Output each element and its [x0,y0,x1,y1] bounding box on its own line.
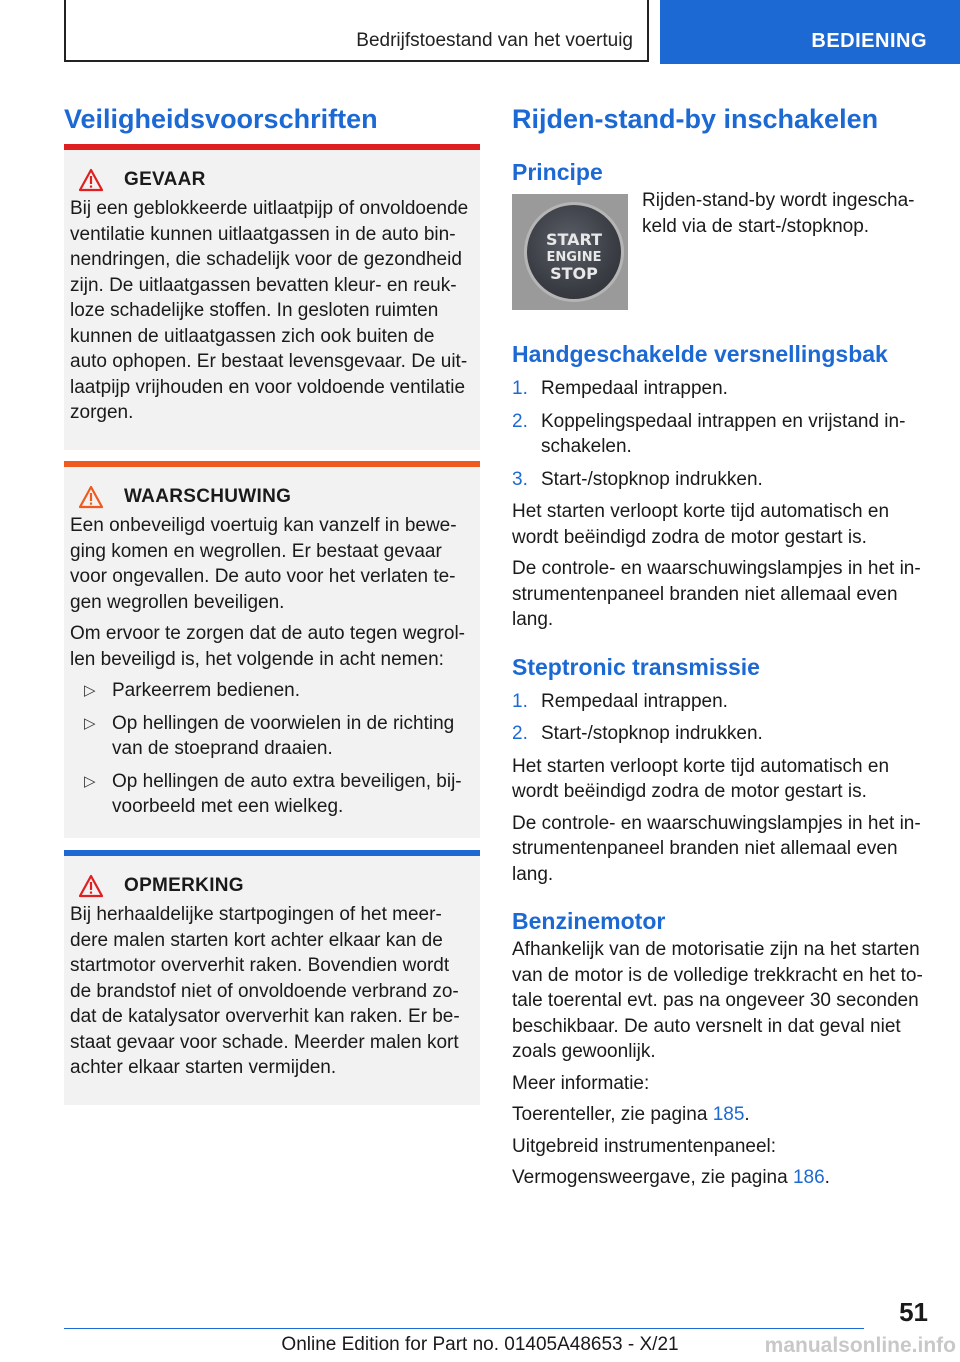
danger-box [64,144,480,450]
footer [0,1334,960,1356]
manual-text-1: Het starten verloopt korte tijd automatisch en wordt beëindigd zodra de motor gestart is. [512,501,890,548]
triangle-bullet-icon: ▷ [84,772,96,790]
principle-text: Rijden-stand-by wordt ingescha-keld via de start-/stopknop. [642,190,915,237]
list-item: 2. Koppelingspedaal intrappen en vrijstand in-schakelen. [512,410,906,457]
principle-heading: Principe [512,159,603,185]
chapter-header-tab [64,0,649,62]
triangle-bullet-icon: ▷ [84,682,96,699]
image-label-engine: ENGINE [546,250,602,265]
warning-triangle-icon [78,874,104,898]
start-stop-button-image [512,194,628,310]
notice-box [64,850,480,1105]
principle-row [512,190,928,310]
list-item: 2. Start-/stopknop indrukken. [512,723,763,744]
warning-triangle-icon [78,168,104,192]
list-item: ▷ Op hellingen de voorwielen in de richting van de stoeprand draaien. [70,711,474,762]
section-label: BEDIENING [811,30,927,52]
left-column [64,100,480,1078]
petrol-text: Afhankelijk van de motorisatie zijn na het starten van de motor is de volledige trekkracht en het to-tale toerental evt. pas na ongeveer 30 seconden beschikbaar. De auto versnelt in dat geval niet zoals gewoonlijk. [512,939,923,1062]
image-label-stop: STOP [550,264,598,283]
reference-tachometer: Toerenteller, zie pagina 185. [512,1104,750,1125]
safety-heading: Veiligheidsvoorschriften [64,104,378,134]
list-item: ▷ Op hellingen de auto extra beveiligen, bij-voorbeeld met een wielkeg. [70,769,474,820]
extended-cluster-label: Uitgebreid instrumentenpaneel: [512,1135,777,1157]
section-tab [660,0,960,64]
list-item: ▷ Parkeerrem bedienen. [70,678,474,704]
edition-text: Online Edition for Part no. 01405A48653 - X/21 [281,1334,679,1355]
watermark: manualsonline.info [764,1334,956,1357]
danger-text: Bij een geblokkeerde uitlaatpijp of onvoldoende ventilatie kunnen uitlaatgassen in de auto bin-nendringen, die schadelijk voor de gezondheid zijn. De uitlaatgassen bevatten kleur- en reuk-loze schadelijke stoffen. In gesloten ruimten kunnen de uitlaatgassen zich ook buiten de auto ophopen. Er bestaat levensgevaar. De uit-laatpijp vrijhouden en voor voldoende ventilatie zorgen. [70,198,469,423]
steptronic-heading: Steptronic transmissie [512,653,760,680]
steptronic-text-1: Het starten verloopt korte tijd automatisch en wordt beëindigd zodra de motor gestart is. [512,755,890,802]
danger-title: GEVAAR [124,169,206,190]
warning-text-2: Om ervoor te zorgen dat de auto tegen wegrol-len beveiligd is, het volgende in acht nemen: [70,623,466,670]
more-info-label: Meer informatie: [512,1072,650,1094]
warning-bullet-list [70,678,474,820]
petrol-heading: Benzinemotor [512,908,666,934]
page-link-186[interactable]: 186 [792,1167,825,1188]
manual-steps [512,376,928,492]
warning-box [64,461,480,838]
steptronic-steps [512,689,928,747]
manual-text-2: De controle- en waarschuwingslampjes in het in-strumentenpaneel branden niet allemaal even lang. [512,558,921,630]
image-label-start: START [545,230,603,249]
page-link-185[interactable]: 185 [712,1104,745,1125]
triangle-bullet-icon: ▷ [84,714,96,732]
standby-heading: Rijden-stand-by inschakelen [512,104,879,134]
notice-title: OPMERKING [124,875,244,896]
list-item: 1. Rempedaal intrappen. [512,378,728,399]
list-item: 3. Start-/stopknop indrukken. [512,468,763,490]
warning-title: WAARSCHUWING [124,486,292,507]
manual-heading: Handgeschakelde versnellingsbak [512,341,888,367]
chapter-title: Bedrijfstoestand van het voertuig [356,30,633,51]
steptronic-text-2: De controle- en waarschuwingslampjes in het in-strumentenpaneel branden niet allemaal even lang. [512,812,921,885]
warning-triangle-icon [78,485,104,509]
footer-divider [64,1328,864,1329]
notice-text: Bij herhaaldelijke startpogingen of het meer-dere malen starten kort achter elkaar kan de startmotor oververhit raken. Bovendien wordt de brandstof niet of onvoldoende verbrand zo-dat de katalysator oververhit kan raken. Er be-staat gevaar voor schade. Meerder malen kort achter elkaar starten vermijden. [70,904,460,1078]
right-column [512,100,928,1197]
reference-power-display: Vermogensweergave, zie pagina 186. [512,1167,830,1188]
list-item: 1. Rempedaal intrappen. [512,690,728,712]
warning-text-1: Een onbeveiligd voertuig kan vanzelf in bewe-ging komen en wegrollen. Er bestaat gevaar voor ongevallen. De auto voor het verlaten te-gen wegrollen beveiligen. [70,515,457,613]
page-number: 51 [899,1297,928,1327]
